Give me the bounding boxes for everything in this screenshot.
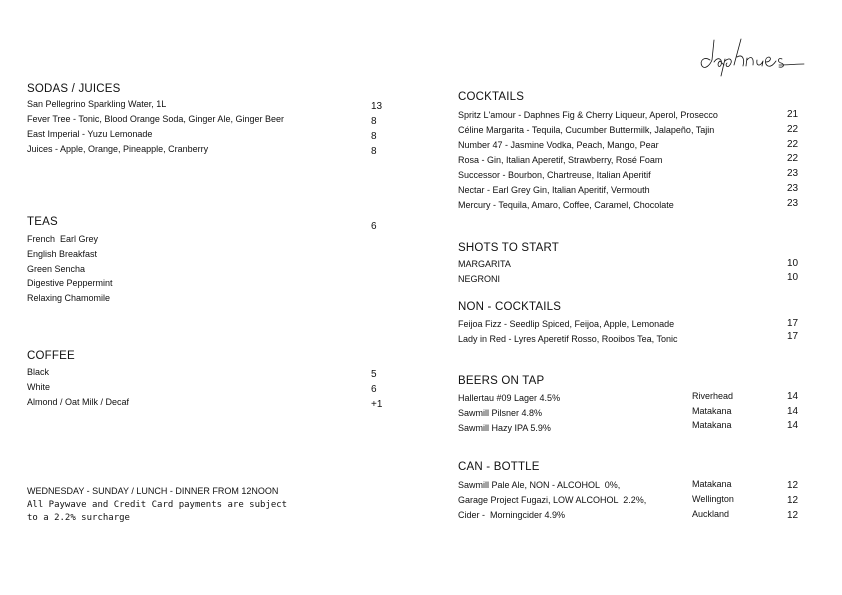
can-item-name: Garage Project Fugazi, LOW ALCOHOL 2.2%, bbox=[458, 495, 647, 505]
teas-item: English Breakfast bbox=[27, 249, 98, 259]
shot-item-name: MARGARITA bbox=[458, 259, 511, 269]
non-cocktail-item-price: 17 bbox=[787, 331, 799, 342]
can-item-origin: Matakana bbox=[692, 479, 732, 489]
sodas-item-name: East Imperial - Yuzu Lemonade bbox=[27, 129, 153, 139]
beer-item-name: Sawmill Hazy IPA 5.9% bbox=[458, 423, 551, 433]
teas-item: Green Sencha bbox=[27, 264, 86, 274]
cocktail-item-name: Céline Margarita - Tequila, Cucumber Buttermilk, Jalapeño, Tajin bbox=[458, 125, 715, 135]
beers-title: BEERS ON TAP bbox=[458, 375, 545, 387]
cocktails-title: COCKTAILS bbox=[458, 91, 525, 103]
sodas-item-name: San Pellegrino Sparkling Water, 1L bbox=[27, 99, 167, 109]
coffee-item-name: White bbox=[27, 382, 51, 392]
non-cocktail-item-name: Lady in Red - Lyres Aperetif Rosso, Rooibos Tea, Tonic bbox=[458, 334, 678, 344]
cans-title: CAN - BOTTLE bbox=[458, 461, 540, 473]
cocktail-item-name: Rosa - Gin, Italian Aperetif, Strawberry, Rosé Foam bbox=[458, 155, 663, 165]
coffee-title: COFFEE bbox=[27, 350, 75, 362]
cocktail-item-price: 22 bbox=[787, 139, 799, 150]
can-item-price: 12 bbox=[787, 495, 799, 506]
cocktail-item-name: Nectar - Earl Grey Gin, Italian Aperitif, Vermouth bbox=[458, 185, 650, 195]
cocktail-item-price: 23 bbox=[787, 183, 799, 194]
sodas-item-price: 13 bbox=[371, 101, 383, 112]
coffee-item-name: Almond / Oat Milk / Decaf bbox=[27, 397, 130, 407]
coffee-item-name: Black bbox=[27, 367, 50, 377]
beer-item-price: 14 bbox=[787, 391, 799, 402]
cocktail-item-name: Spritz L'amour - Daphnes Fig & Cherry Liqueur, Aperol, Prosecco bbox=[458, 110, 718, 120]
beer-item-origin: Matakana bbox=[692, 420, 732, 430]
cocktail-item-name: Successor - Bourbon, Chartreuse, Italian Aperitif bbox=[458, 170, 651, 180]
can-item-name: Sawmill Pale Ale, NON - ALCOHOL 0%, bbox=[458, 480, 621, 490]
surcharge-note: All Paywave and Credit Card payments are subject to a 2.2% surcharge bbox=[27, 500, 288, 523]
beer-item-price: 14 bbox=[787, 420, 799, 431]
sodas-title: SODAS / JUICES bbox=[27, 83, 121, 95]
shot-item-price: 10 bbox=[787, 258, 799, 269]
non-cocktails-title: NON - COCKTAILS bbox=[458, 301, 562, 313]
teas-item: Digestive Peppermint bbox=[27, 278, 113, 288]
beer-item-origin: Matakana bbox=[692, 406, 732, 416]
cocktail-item-price: 23 bbox=[787, 198, 799, 209]
cocktail-item-price: 22 bbox=[787, 153, 799, 164]
can-item-price: 12 bbox=[787, 510, 799, 521]
cocktail-item-name: Number 47 - Jasmine Vodka, Peach, Mango, Pear bbox=[458, 140, 659, 150]
cocktail-item-price: 22 bbox=[787, 124, 799, 135]
non-cocktail-item-name: Feijoa Fizz - Seedlip Spiced, Feijoa, Apple, Lemonade bbox=[458, 319, 675, 329]
beer-item-name: Sawmill Pilsner 4.8% bbox=[458, 408, 543, 418]
can-item-name: Cider - Morningcider 4.9% bbox=[458, 510, 566, 520]
cocktail-item-name: Mercury - Tequila, Amaro, Coffee, Caramel, Chocolate bbox=[458, 200, 674, 210]
teas-title: TEAS bbox=[27, 216, 58, 228]
coffee-item-price: 5 bbox=[371, 369, 377, 380]
can-item-origin: Wellington bbox=[692, 494, 734, 504]
sodas-item-price: 8 bbox=[371, 131, 377, 142]
opening-hours: WEDNESDAY - SUNDAY / LUNCH - DINNER FROM 12NOON bbox=[27, 486, 279, 496]
beer-item-name: Hallertau #09 Lager 4.5% bbox=[458, 393, 561, 403]
cocktail-item-price: 21 bbox=[787, 109, 799, 120]
cocktail-item-price: 23 bbox=[787, 168, 799, 179]
can-item-origin: Auckland bbox=[692, 509, 730, 519]
sodas-item-price: 8 bbox=[371, 116, 377, 127]
beer-item-price: 14 bbox=[787, 406, 799, 417]
can-item-price: 12 bbox=[787, 480, 799, 491]
shot-item-name: NEGRONI bbox=[458, 274, 501, 284]
daphnes-logo bbox=[696, 34, 808, 83]
sodas-item-name: Juices - Apple, Orange, Pineapple, Cranberry bbox=[27, 144, 209, 154]
sodas-item-name: Fever Tree - Tonic, Blood Orange Soda, Ginger Ale, Ginger Beer bbox=[27, 114, 284, 124]
teas-item: French Earl Grey bbox=[27, 234, 99, 244]
coffee-item-price: +1 bbox=[371, 399, 383, 410]
sodas-item-price: 8 bbox=[371, 146, 377, 157]
teas-item: Relaxing Chamomile bbox=[27, 293, 111, 303]
shots-title: SHOTS TO START bbox=[458, 242, 559, 254]
beer-item-origin: Riverhead bbox=[692, 391, 734, 401]
coffee-item-price: 6 bbox=[371, 384, 377, 395]
shot-item-price: 10 bbox=[787, 272, 799, 283]
teas-price: 6 bbox=[371, 221, 377, 232]
non-cocktail-item-price: 17 bbox=[787, 318, 799, 329]
